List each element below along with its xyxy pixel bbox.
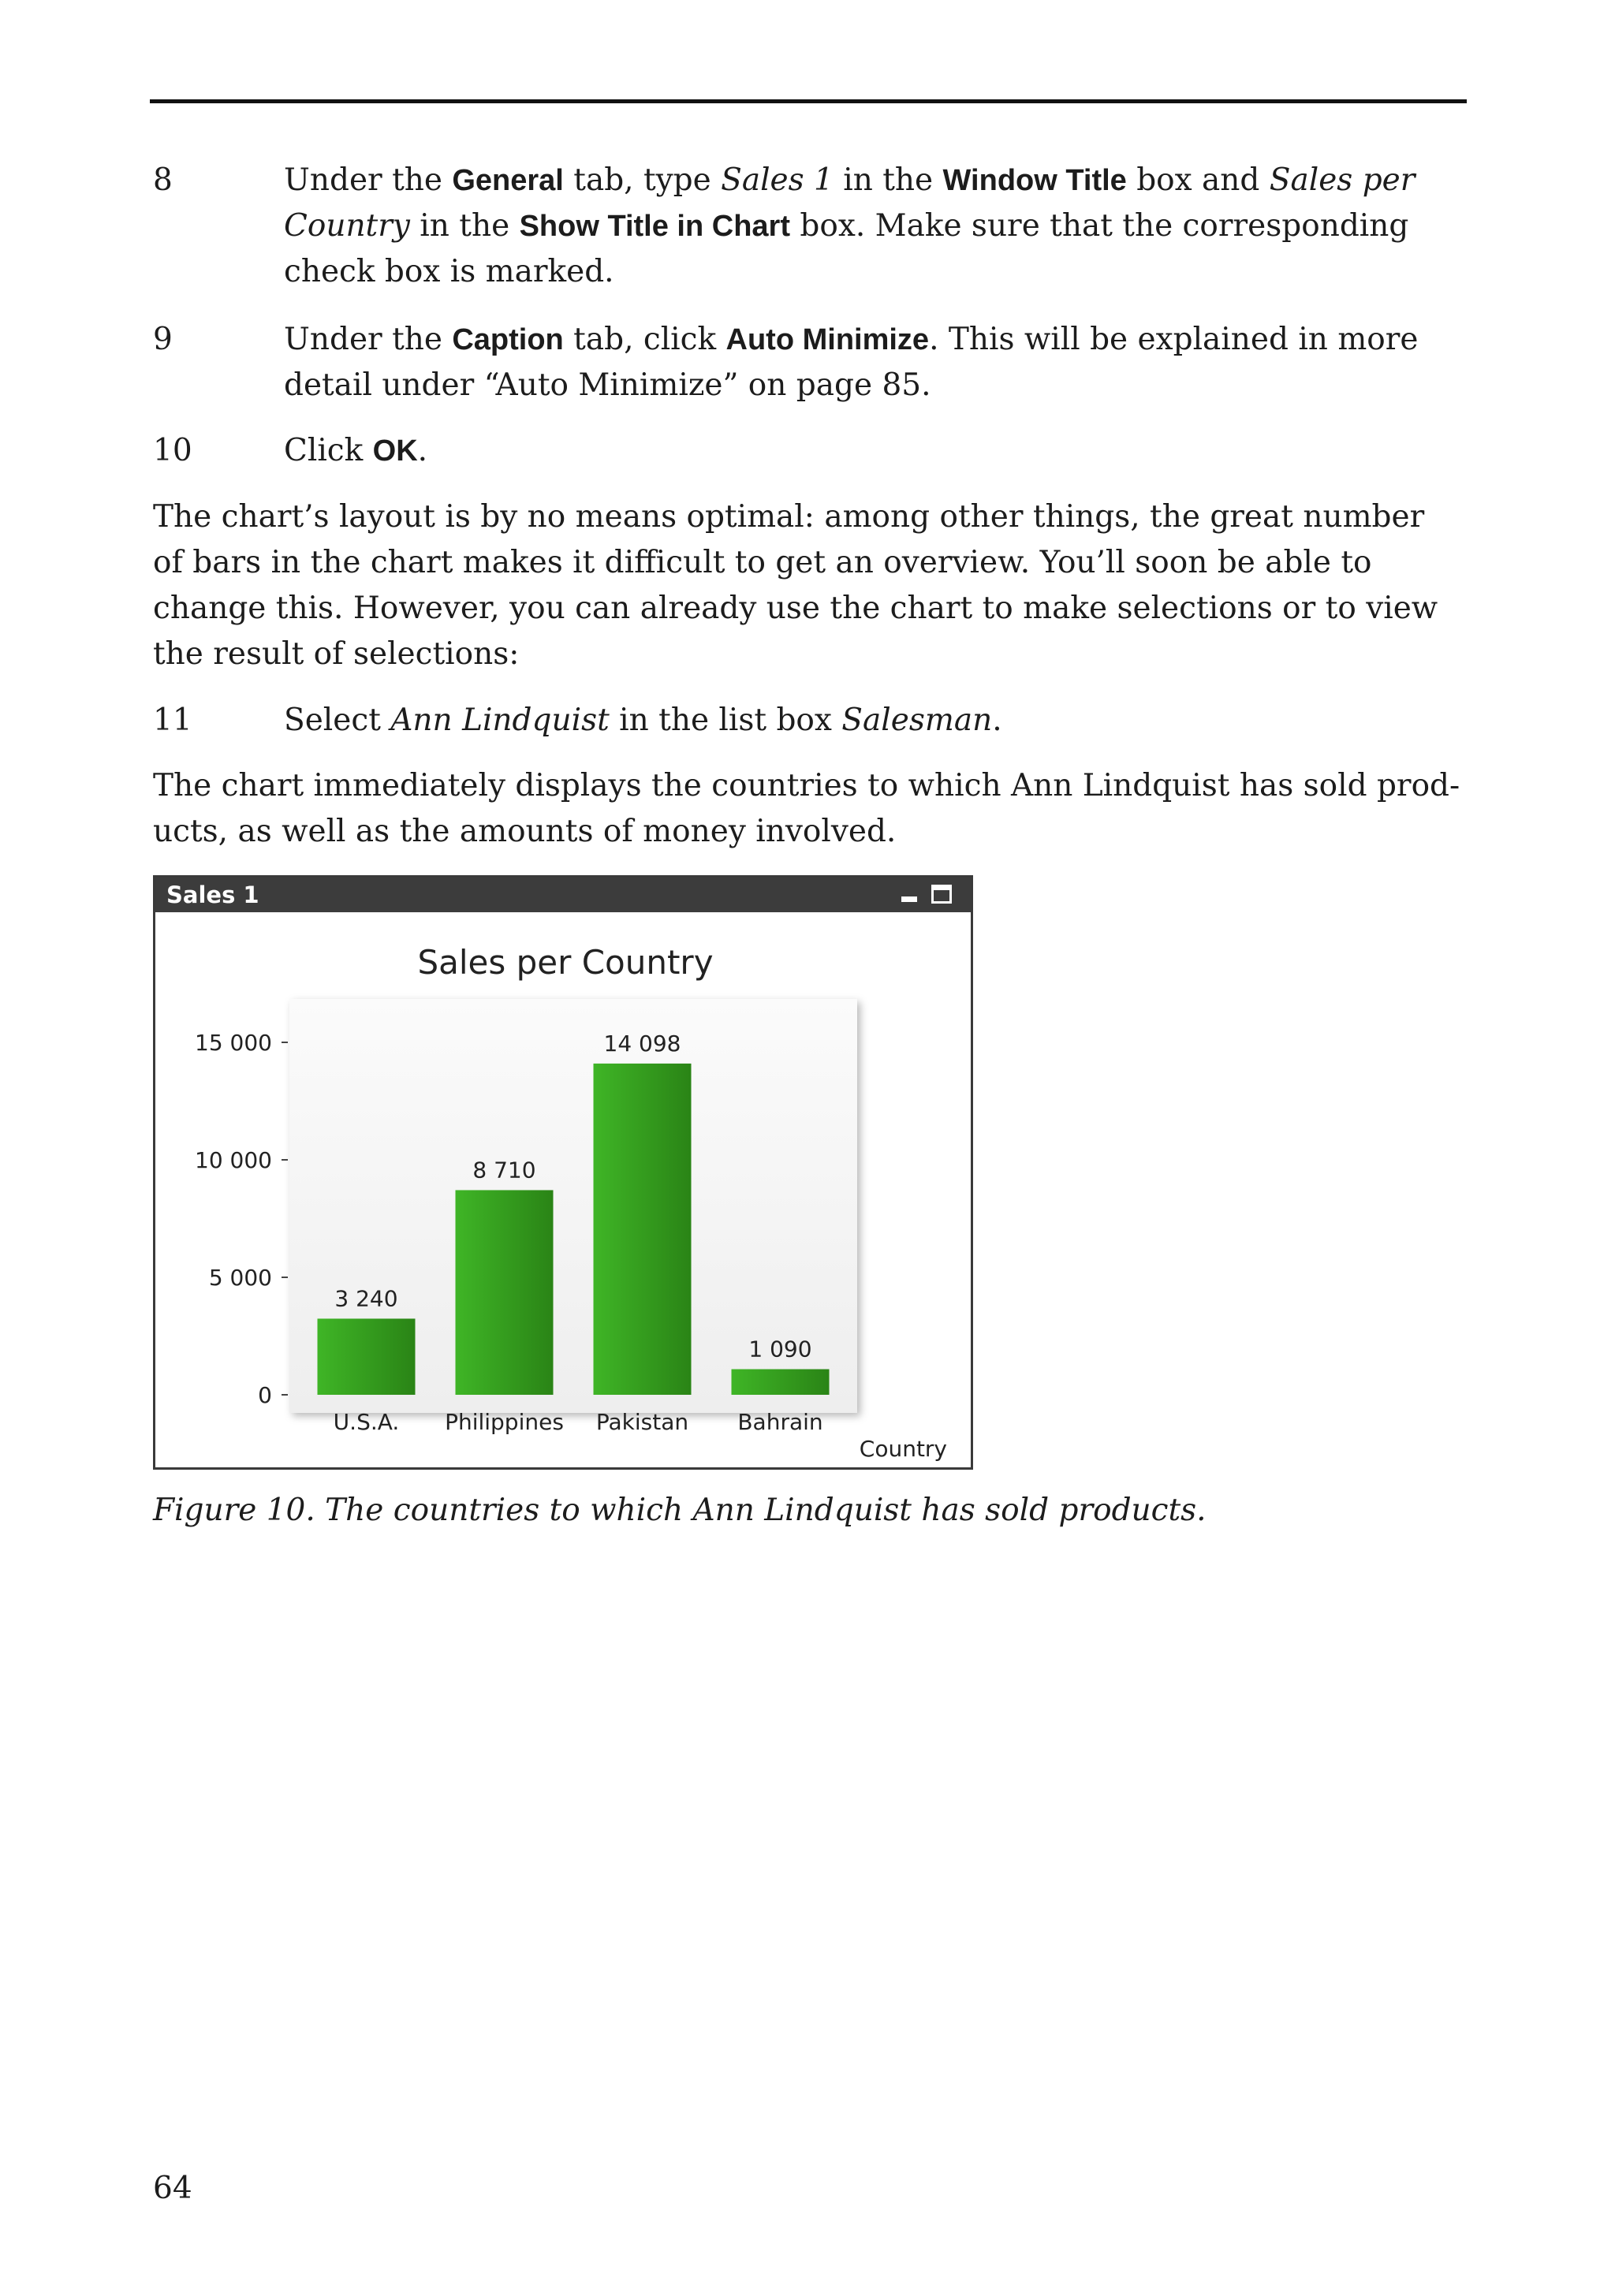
ui-term: Caption	[452, 323, 564, 356]
header-rule	[150, 99, 1467, 103]
bar-bahrain[interactable]	[732, 1370, 830, 1395]
italic-term: Sales 1	[721, 162, 834, 198]
text-run: Under the	[284, 162, 453, 198]
x-axis-title: Country	[859, 1436, 947, 1462]
text-run: . This will be explained in more detail under “Auto Minimize” on page 85.	[284, 322, 1419, 403]
window-title: Sales 1	[166, 882, 259, 908]
text-run: Under the	[284, 322, 453, 357]
chart-titlebar[interactable]	[155, 878, 971, 912]
text-run: in the	[833, 162, 943, 198]
y-tick-label: 10 000	[195, 1147, 272, 1173]
text-run: box. Make sure that the corresponding check box is marked.	[284, 208, 1409, 289]
step-text	[284, 428, 1467, 474]
bar-value-label: 8 710	[472, 1157, 536, 1183]
x-tick-label[interactable]: Pakistan	[595, 1409, 689, 1435]
bar-philippines[interactable]	[456, 1190, 554, 1395]
italic-term: Ann Lindquist	[390, 703, 610, 738]
step-number: 9	[153, 322, 173, 357]
italic-term: Sales per Country	[284, 162, 1415, 244]
y-tick-label: 5 000	[208, 1265, 272, 1291]
y-axis	[195, 1030, 288, 1408]
x-tick-label[interactable]: Bahrain	[737, 1409, 823, 1435]
step-number: 10	[153, 433, 192, 468]
text-run: in the	[409, 208, 520, 244]
ui-term: OK	[372, 434, 418, 468]
step-number: 11	[153, 703, 192, 738]
x-tick-label[interactable]: Philippines	[445, 1409, 564, 1435]
bar-value-label: 14 098	[603, 1030, 681, 1057]
layout-note-paragraph: The chart’s layout is by no means optimal: among other things, the great number of bars in the chart makes it difficult to get an overview. You’ll soon be able to change this. However, you can already use the chart to make selections or to view the result of selections:	[153, 499, 1438, 672]
text-run: tab, click	[563, 322, 726, 357]
result-note-paragraph: The chart immediately displays the countries to which Ann Lindquist has sold prod-ucts, as well as the amounts of money involved.	[153, 768, 1460, 849]
bar-value-label: 1 090	[748, 1336, 812, 1362]
x-tick-label[interactable]: U.S.A.	[333, 1409, 400, 1435]
bar-pakistan[interactable]	[594, 1064, 692, 1395]
chart-window[interactable]	[153, 875, 973, 1470]
bar-usa[interactable]	[318, 1318, 416, 1395]
italic-term: Salesman	[841, 703, 993, 738]
text-run: box and	[1126, 162, 1270, 198]
text-run: Select	[284, 703, 391, 738]
ui-term: Show Title in Chart	[519, 210, 790, 243]
text-run: in the list box	[609, 703, 842, 738]
minimize-icon[interactable]	[901, 896, 917, 902]
step-text	[284, 158, 1467, 295]
ui-term: Auto Minimize	[725, 323, 930, 356]
chart-title: Sales per Country	[417, 943, 714, 982]
bar-chart[interactable]	[155, 912, 971, 1467]
figure-caption: Figure 10. The countries to which Ann Lindquist has sold products.	[153, 1493, 1207, 1528]
y-tick-label: 15 000	[195, 1030, 272, 1056]
maximize-icon[interactable]	[931, 885, 952, 904]
step-number: 8	[153, 162, 173, 198]
step-text	[284, 317, 1467, 408]
ui-term: General	[452, 164, 564, 197]
ui-term: Window Title	[942, 164, 1127, 197]
bar-value-label: 3 240	[334, 1285, 398, 1312]
text-run: .	[417, 433, 428, 468]
text-run: tab, type	[563, 162, 722, 198]
text-run: .	[992, 703, 1002, 738]
y-tick-label: 0	[258, 1382, 272, 1408]
page-number: 64	[153, 2171, 192, 2206]
text-run: Click	[284, 433, 373, 468]
step-text	[284, 698, 1467, 744]
